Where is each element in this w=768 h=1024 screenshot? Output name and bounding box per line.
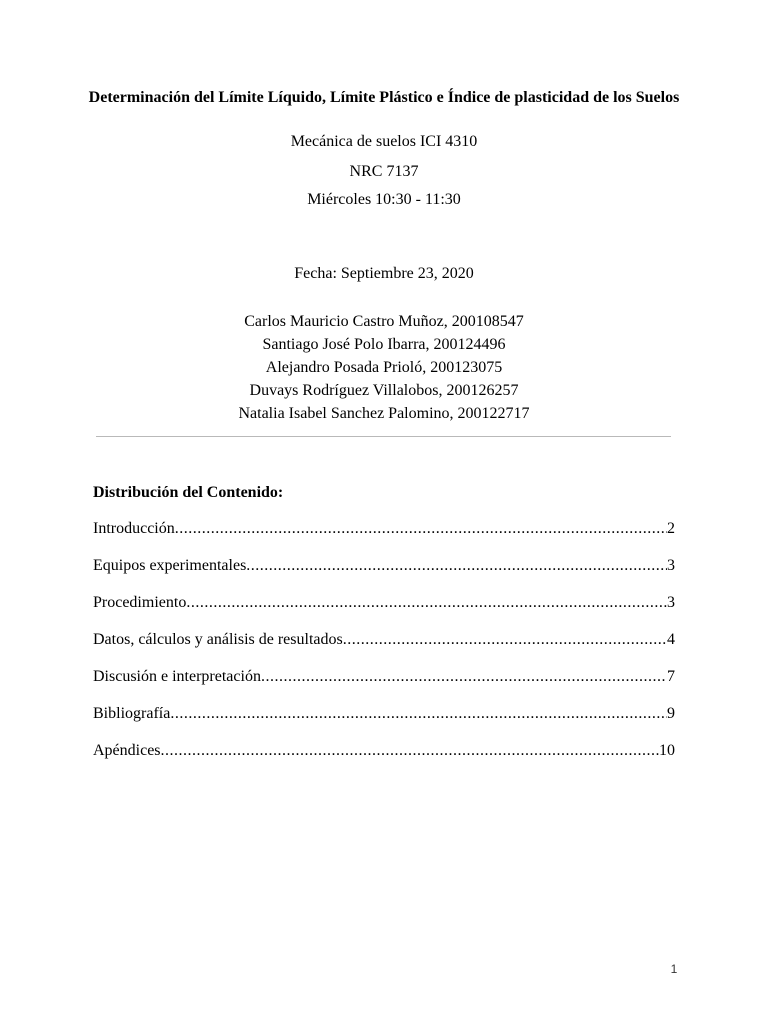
author-list <box>0 310 768 425</box>
toc-dot-leader <box>161 741 659 761</box>
toc-entry <box>93 593 675 630</box>
toc-entry-page: 10 <box>659 742 675 759</box>
toc-entry <box>93 667 675 704</box>
toc-entry-label: Apéndices <box>93 742 161 759</box>
toc-dot-leader <box>343 630 667 650</box>
toc-entry-page: 3 <box>667 594 675 611</box>
toc-entry <box>93 741 675 778</box>
course-name: Mecánica de suelos ICI 4310 <box>290 133 478 150</box>
toc-entry <box>93 704 675 741</box>
toc-entry-page: 7 <box>667 668 675 685</box>
course-nrc: NRC 7137 <box>349 163 419 180</box>
toc-dot-leader <box>175 519 667 539</box>
document-date: Fecha: Septiembre 23, 2020 <box>294 265 474 282</box>
toc-dot-leader <box>261 667 667 687</box>
author-line: Santiago José Polo Ibarra, 200124496 <box>262 336 506 353</box>
horizontal-divider <box>96 436 671 437</box>
table-of-contents <box>93 519 675 778</box>
toc-dot-leader <box>170 704 667 724</box>
toc-entry-page: 4 <box>667 631 675 648</box>
toc-entry-label: Datos, cálculos y análisis de resultados <box>93 631 343 648</box>
toc-entry-page: 2 <box>667 520 675 537</box>
toc-entry-page: 9 <box>667 705 675 722</box>
author-line: Duvays Rodríguez Villalobos, 200126257 <box>249 382 519 399</box>
page-number: 1 <box>670 962 678 976</box>
toc-entry <box>93 630 675 667</box>
toc-dot-leader <box>186 593 667 613</box>
toc-dot-leader <box>246 556 667 576</box>
toc-entry-label: Equipos experimentales <box>93 557 247 574</box>
toc-entry <box>93 519 675 556</box>
toc-entry <box>93 556 675 593</box>
toc-entry-label: Introducción <box>93 520 175 537</box>
toc-entry-label: Discusión e interpretación <box>93 668 261 685</box>
toc-entry-label: Bibliografía <box>93 705 171 722</box>
toc-entry-page: 3 <box>667 557 675 574</box>
toc-entry-label: Procedimiento <box>93 594 187 611</box>
toc-heading: Distribución del Contenido: <box>93 484 284 501</box>
course-schedule: Miércoles 10:30 - 11:30 <box>307 191 461 208</box>
author-line: Natalia Isabel Sanchez Palomino, 200122717 <box>238 405 530 422</box>
author-line: Carlos Mauricio Castro Muñoz, 200108547 <box>244 313 524 330</box>
document-title: Determinación del Límite Líquido, Límite Plástico e Índice de plasticidad de los Suelos <box>88 89 680 106</box>
author-line: Alejandro Posada Prioló, 200123075 <box>265 359 503 376</box>
